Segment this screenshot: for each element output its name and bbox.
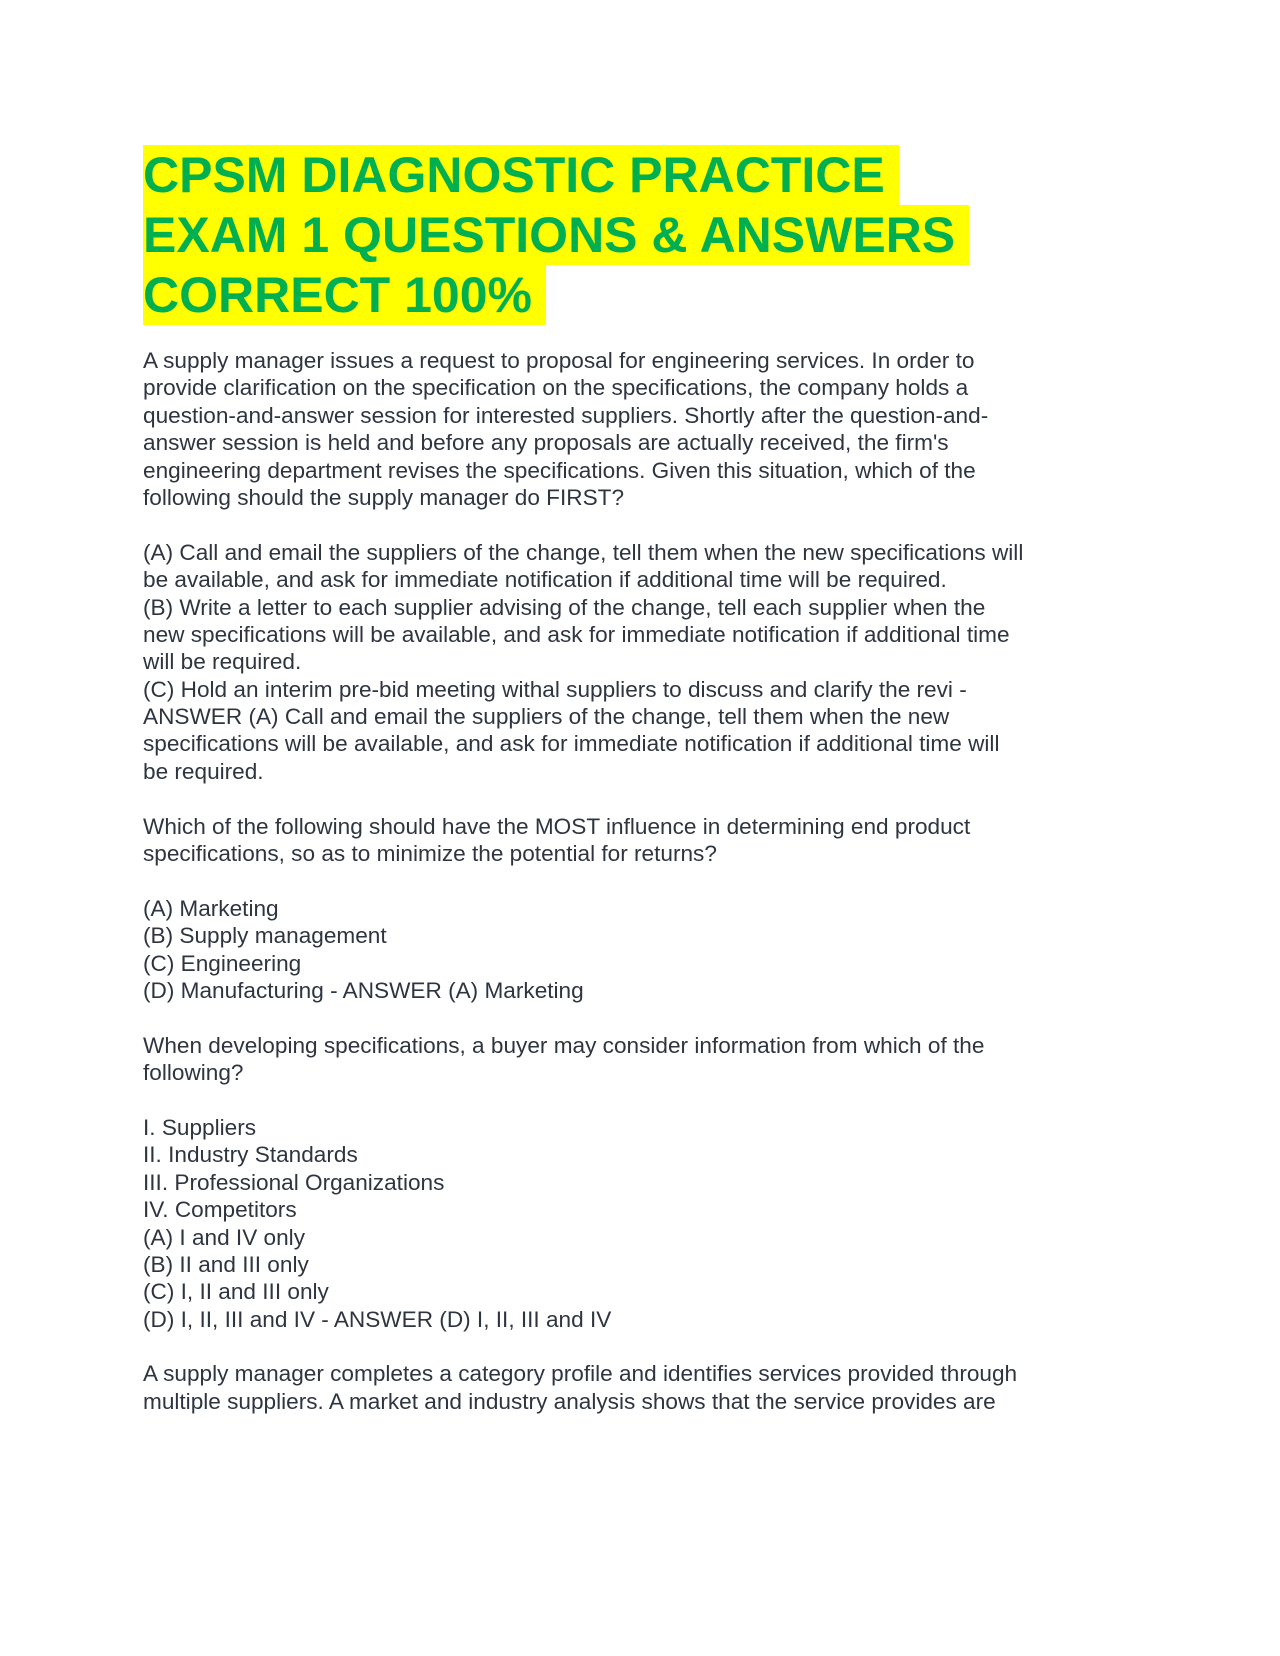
- paragraph-gap: [143, 785, 1143, 812]
- text-line: When developing specifications, a buyer may consider information from which of the: [143, 1032, 985, 1058]
- text-line: III. Professional Organizations: [143, 1169, 445, 1195]
- text-line: question-and-answer session for interested suppliers. Shortly after the question-and-: [143, 402, 989, 428]
- document-body: [143, 347, 1143, 1415]
- text-line: (B) Write a letter to each supplier advising of the change, tell each supplier when the: [143, 594, 986, 620]
- text-line: ANSWER (A) Call and email the suppliers of the change, tell them when the new: [143, 704, 950, 730]
- text-line: answer session is held and before any proposals are actually received, the firm's: [143, 430, 949, 456]
- title-line: CORRECT 100%: [143, 265, 546, 325]
- title-line: EXAM 1 QUESTIONS & ANSWERS: [143, 205, 969, 265]
- paragraph: [143, 1032, 1143, 1087]
- text-line: will be required.: [143, 649, 302, 675]
- paragraph-gap: [143, 1004, 1143, 1031]
- paragraph: [143, 1360, 1143, 1415]
- text-line: be available, and ask for immediate notification if additional time will be required.: [143, 567, 947, 593]
- text-line: I. Suppliers: [143, 1114, 257, 1140]
- paragraph: [143, 813, 1143, 868]
- paragraph-gap: [143, 867, 1143, 894]
- text-line: be required.: [143, 758, 264, 784]
- text-line: II. Industry Standards: [143, 1142, 358, 1168]
- text-line: (C) Engineering: [143, 950, 302, 976]
- paragraph-gap: [143, 511, 1143, 538]
- text-line: multiple suppliers. A market and industry analysis shows that the service provides are: [143, 1388, 996, 1414]
- text-line: IV. Competitors: [143, 1197, 297, 1223]
- text-line: following should the supply manager do FIRST?: [143, 484, 625, 510]
- text-line: engineering department revises the specifications. Given this situation, which of the: [143, 457, 976, 483]
- text-line: (A) Marketing: [143, 895, 279, 921]
- paragraph-gap: [143, 1333, 1143, 1360]
- text-line: specifications will be available, and ask for immediate notification if additional time will: [143, 731, 1000, 757]
- text-line: A supply manager completes a category profile and identifies services provided through: [143, 1361, 1018, 1387]
- paragraph-gap: [143, 1087, 1143, 1114]
- text-line: specifications, so as to minimize the potential for returns?: [143, 841, 717, 867]
- text-line: (C) I, II and III only: [143, 1279, 329, 1305]
- document-title: [143, 145, 1143, 325]
- text-line: Which of the following should have the MOST influence in determining end product: [143, 813, 971, 839]
- text-line: (D) Manufacturing - ANSWER (A) Marketing: [143, 977, 584, 1003]
- text-line: (B) Supply management: [143, 923, 387, 949]
- text-line: (D) I, II, III and IV - ANSWER (D) I, II, III and IV: [143, 1306, 612, 1332]
- text-line: following?: [143, 1060, 244, 1086]
- paragraph: [143, 895, 1143, 1005]
- text-line: (B) II and III only: [143, 1251, 309, 1277]
- text-line: (A) I and IV only: [143, 1224, 305, 1250]
- paragraph: [143, 539, 1143, 786]
- paragraph: [143, 347, 1143, 511]
- text-line: (C) Hold an interim pre-bid meeting withal suppliers to discuss and clarify the revi -: [143, 676, 967, 702]
- text-line: (A) Call and email the suppliers of the change, tell them when the new specifications will: [143, 539, 1024, 565]
- text-line: new specifications will be available, and ask for immediate notification if additional time: [143, 621, 1010, 647]
- paragraph: [143, 1114, 1143, 1333]
- text-line: A supply manager issues a request to proposal for engineering services. In order to: [143, 348, 975, 373]
- title-line: CPSM DIAGNOSTIC PRACTICE: [143, 145, 899, 205]
- text-line: provide clarification on the specification on the specifications, the company holds a: [143, 375, 969, 401]
